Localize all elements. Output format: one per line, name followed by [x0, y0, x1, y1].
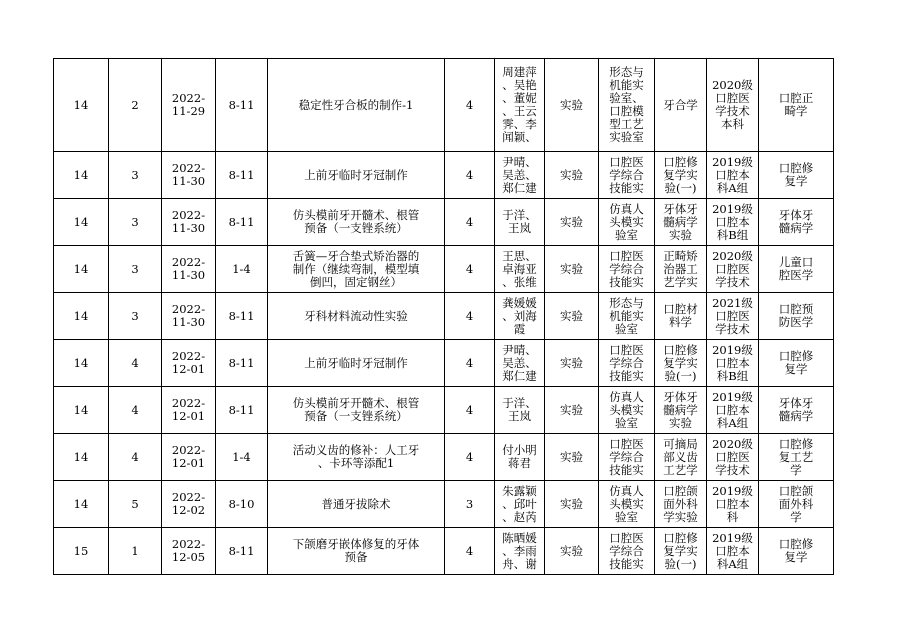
- teachers-cell: [495, 293, 545, 340]
- course-cell-text: 口腔修 复学实 验(一): [663, 342, 698, 383]
- dept-cell: [759, 387, 834, 434]
- lab-cell: [599, 434, 655, 481]
- content-cell-text: 上前牙临时牙冠制作: [304, 167, 408, 182]
- date-cell: [162, 293, 216, 340]
- type-cell: [545, 340, 599, 387]
- class-cell: [707, 387, 759, 434]
- lab-cell: [599, 152, 655, 199]
- course-cell: [655, 199, 707, 246]
- week-cell: [54, 340, 109, 387]
- class-cell-text: 2019级 口腔本 科B组: [712, 342, 753, 383]
- course-cell: [655, 152, 707, 199]
- type-cell-text: 实验: [560, 261, 583, 276]
- hours-cell: [445, 528, 495, 575]
- day-cell: [109, 340, 162, 387]
- teachers-cell-text: 陈晒媛 、李雨 舟、谢: [502, 530, 537, 571]
- periods-cell: [216, 59, 268, 152]
- content-cell-text: 稳定性牙合板的制作-1: [298, 97, 414, 112]
- hours-cell-text: 4: [465, 308, 474, 323]
- class-cell: [707, 528, 759, 575]
- hours-cell-text: 4: [465, 214, 474, 229]
- teachers-cell-text: 付小明 蒋君: [502, 443, 537, 470]
- dept-cell-text: 口腔修 复工艺 学: [778, 436, 814, 477]
- type-cell-text: 实验: [560, 214, 583, 229]
- dept-cell-text: 儿童口 腔医学: [778, 255, 814, 282]
- content-cell: [268, 387, 445, 434]
- course-cell-text: 牙体牙 髓病学 实验: [663, 201, 698, 242]
- course-cell: [655, 59, 707, 152]
- type-cell-text: 实验: [560, 97, 583, 112]
- lab-cell-text: 形态与 机能实 验室: [609, 295, 644, 336]
- table-row: [54, 59, 834, 152]
- course-cell-text: 口腔材 料学: [663, 302, 698, 329]
- date-cell: [162, 152, 216, 199]
- class-cell-text: 2019级 口腔本 科B组: [712, 201, 753, 242]
- date-cell-text: 2022- 11-30: [171, 302, 206, 329]
- week-cell-text: 14: [73, 167, 89, 182]
- periods-cell-text: 8-11: [228, 402, 255, 417]
- date-cell-text: 2022- 11-30: [171, 161, 206, 188]
- dept-cell-text: 口腔修 复学: [778, 537, 814, 564]
- dept-cell: [759, 152, 834, 199]
- periods-cell-text: 8-11: [228, 97, 255, 112]
- date-cell: [162, 434, 216, 481]
- content-cell-text: 普通牙拔除术: [321, 496, 391, 511]
- teachers-cell: [495, 387, 545, 434]
- type-cell-text: 实验: [560, 496, 583, 511]
- week-cell-text: 14: [73, 402, 89, 417]
- class-cell-text: 2021级 口腔医 学技术: [712, 295, 753, 336]
- hours-cell: [445, 434, 495, 481]
- type-cell: [545, 293, 599, 340]
- date-cell-text: 2022- 11-30: [171, 255, 206, 282]
- dept-cell: [759, 528, 834, 575]
- lab-cell-text: 口腔医 学综合 技能实: [609, 154, 644, 195]
- type-cell-text: 实验: [560, 402, 583, 417]
- content-cell-text: 下颌磨牙嵌体修复的牙体 预备: [292, 537, 420, 564]
- day-cell: [109, 481, 162, 528]
- hours-cell-text: 3: [465, 496, 474, 511]
- dept-cell-text: 口腔正 畸学: [778, 91, 814, 118]
- course-cell: [655, 481, 707, 528]
- type-cell: [545, 387, 599, 434]
- hours-cell: [445, 340, 495, 387]
- content-cell: [268, 528, 445, 575]
- teachers-cell: [495, 199, 545, 246]
- periods-cell: [216, 293, 268, 340]
- course-cell: [655, 293, 707, 340]
- day-cell: [109, 246, 162, 293]
- day-cell-text: 2: [131, 97, 139, 112]
- class-cell-text: 2020级 口腔医 学技术: [712, 248, 753, 289]
- lab-cell: [599, 481, 655, 528]
- teachers-cell-text: 于洋、 王岚: [502, 208, 537, 235]
- type-cell: [545, 246, 599, 293]
- lab-cell-text: 口腔医 学综合 技能实: [609, 248, 644, 289]
- lab-cell: [599, 246, 655, 293]
- hours-cell: [445, 199, 495, 246]
- dept-cell-text: 牙体牙 髓病学: [778, 396, 814, 423]
- hours-cell: [445, 481, 495, 528]
- day-cell-text: 5: [131, 496, 139, 511]
- teachers-cell-text: 尹晴、 吴恙、 郑仁建: [502, 154, 537, 195]
- periods-cell: [216, 199, 268, 246]
- week-cell: [54, 434, 109, 481]
- periods-cell: [216, 340, 268, 387]
- periods-cell: [216, 246, 268, 293]
- table-row: [54, 293, 834, 340]
- teachers-cell: [495, 340, 545, 387]
- day-cell: [109, 59, 162, 152]
- content-cell-text: 舌簧—牙合垫式矫治器的 制作（继续弯制，模型填 倒凹，固定钢丝）: [292, 248, 420, 289]
- periods-cell: [216, 481, 268, 528]
- hours-cell: [445, 293, 495, 340]
- dept-cell: [759, 246, 834, 293]
- hours-cell-text: 4: [465, 261, 474, 276]
- dept-cell-text: 口腔预 防医学: [778, 302, 814, 329]
- hours-cell-text: 4: [465, 402, 474, 417]
- teachers-cell: [495, 59, 545, 152]
- day-cell-text: 4: [131, 449, 139, 464]
- table-row: [54, 528, 834, 575]
- hours-cell-text: 4: [465, 449, 474, 464]
- week-cell: [54, 246, 109, 293]
- hours-cell-text: 4: [465, 167, 474, 182]
- dept-cell-text: 牙体牙 髓病学: [778, 208, 814, 235]
- date-cell-text: 2022- 12-05: [171, 537, 206, 564]
- day-cell-text: 3: [131, 214, 139, 229]
- content-cell: [268, 152, 445, 199]
- dept-cell: [759, 59, 834, 152]
- week-cell: [54, 387, 109, 434]
- date-cell: [162, 340, 216, 387]
- course-cell: [655, 528, 707, 575]
- day-cell: [109, 152, 162, 199]
- day-cell: [109, 528, 162, 575]
- class-cell-text: 2019级 口腔本 科: [712, 483, 753, 524]
- week-cell: [54, 199, 109, 246]
- dept-cell: [759, 434, 834, 481]
- class-cell: [707, 481, 759, 528]
- lab-cell-text: 仿真人 头模实 验室: [609, 483, 644, 524]
- day-cell: [109, 434, 162, 481]
- class-cell: [707, 434, 759, 481]
- date-cell-text: 2022- 12-01: [171, 396, 206, 423]
- type-cell-text: 实验: [560, 355, 583, 370]
- date-cell: [162, 387, 216, 434]
- periods-cell: [216, 528, 268, 575]
- teachers-cell: [495, 528, 545, 575]
- class-cell-text: 2020级 口腔医 学技术 本科: [712, 78, 753, 131]
- table-row: [54, 434, 834, 481]
- type-cell: [545, 481, 599, 528]
- day-cell-text: 4: [131, 402, 139, 417]
- type-cell: [545, 434, 599, 481]
- type-cell: [545, 152, 599, 199]
- content-cell: [268, 293, 445, 340]
- lab-cell: [599, 293, 655, 340]
- date-cell: [162, 199, 216, 246]
- type-cell-text: 实验: [560, 543, 583, 558]
- course-cell: [655, 434, 707, 481]
- day-cell: [109, 199, 162, 246]
- date-cell-text: 2022- 11-30: [171, 208, 206, 235]
- week-cell-text: 14: [73, 496, 89, 511]
- periods-cell-text: 8-11: [228, 167, 255, 182]
- day-cell-text: 1: [131, 543, 139, 558]
- class-cell: [707, 59, 759, 152]
- type-cell-text: 实验: [560, 449, 583, 464]
- class-cell-text: 2019级 口腔本 科A组: [712, 154, 753, 195]
- class-cell-text: 2020级 口腔医 学技术: [712, 436, 753, 477]
- teachers-cell-text: 王思、 卓海亚 、张维: [502, 248, 537, 289]
- dept-cell: [759, 340, 834, 387]
- week-cell-text: 14: [73, 449, 89, 464]
- course-cell-text: 可摘局 部义齿 工艺学: [663, 436, 698, 477]
- course-cell-text: 正畸矫 治器工 艺学实: [663, 248, 698, 289]
- lab-cell: [599, 528, 655, 575]
- class-cell-text: 2019级 口腔本 科A组: [712, 389, 753, 430]
- teachers-cell-text: 朱露颖 、邱叶 、赵芮: [502, 483, 537, 524]
- content-cell-text: 仿头模前牙开髓术、根管 预备（一支锉系统）: [292, 208, 420, 235]
- hours-cell: [445, 152, 495, 199]
- lab-cell-text: 仿真人 头模实 验室: [609, 389, 644, 430]
- week-cell: [54, 293, 109, 340]
- periods-cell-text: 8-10: [228, 496, 255, 511]
- week-cell-text: 14: [73, 261, 89, 276]
- lab-cell-text: 仿真人 头模实 验室: [609, 201, 644, 242]
- class-cell: [707, 293, 759, 340]
- lab-cell-text: 形态与 机能实 验室、 口腔模 型工艺 实验室: [609, 65, 644, 144]
- periods-cell: [216, 387, 268, 434]
- content-cell-text: 仿头模前牙开髓术、根管 预备（一支锉系统）: [292, 396, 420, 423]
- course-cell: [655, 246, 707, 293]
- date-cell: [162, 528, 216, 575]
- day-cell: [109, 293, 162, 340]
- date-cell: [162, 481, 216, 528]
- day-cell: [109, 387, 162, 434]
- week-cell: [54, 528, 109, 575]
- lab-cell-text: 口腔医 学综合 技能实: [609, 436, 644, 477]
- day-cell-text: 3: [131, 167, 139, 182]
- lab-cell: [599, 59, 655, 152]
- lab-cell: [599, 199, 655, 246]
- teachers-cell-text: 于洋、 王岚: [502, 396, 537, 423]
- dept-cell-text: 口腔修 复学: [778, 161, 814, 188]
- table-row: [54, 246, 834, 293]
- table-row: [54, 387, 834, 434]
- class-cell: [707, 152, 759, 199]
- teachers-cell: [495, 152, 545, 199]
- content-cell-text: 活动义齿的修补：人工牙 、卡环等添配1: [292, 443, 420, 470]
- dept-cell-text: 口腔修 复学: [778, 349, 814, 376]
- date-cell-text: 2022- 11-29: [171, 91, 206, 118]
- hours-cell-text: 4: [465, 543, 474, 558]
- course-cell-text: 牙合学: [663, 97, 698, 112]
- content-cell: [268, 246, 445, 293]
- course-cell-text: 口腔修 复学实 验(一): [663, 530, 698, 571]
- teachers-cell-text: 龚媛媛 、刘海 霞: [502, 295, 537, 336]
- date-cell-text: 2022- 12-01: [171, 349, 206, 376]
- table-row: [54, 152, 834, 199]
- dept-cell: [759, 199, 834, 246]
- type-cell: [545, 528, 599, 575]
- hours-cell: [445, 246, 495, 293]
- type-cell-text: 实验: [560, 167, 583, 182]
- periods-cell-text: 1-4: [232, 449, 251, 464]
- date-cell: [162, 59, 216, 152]
- periods-cell-text: 8-11: [228, 214, 255, 229]
- week-cell-text: 15: [73, 543, 89, 558]
- week-cell: [54, 481, 109, 528]
- table-row: [54, 340, 834, 387]
- week-cell-text: 14: [73, 214, 89, 229]
- periods-cell-text: 8-11: [228, 543, 255, 558]
- class-cell-text: 2019级 口腔本 科A组: [712, 530, 753, 571]
- content-cell: [268, 59, 445, 152]
- schedule-table: [53, 58, 834, 575]
- dept-cell: [759, 481, 834, 528]
- table-row: [54, 199, 834, 246]
- hours-cell: [445, 59, 495, 152]
- teachers-cell-text: 周建萍 、吴艳 、董妮 、王云 霁、李 闻颖、: [502, 65, 537, 144]
- course-cell: [655, 340, 707, 387]
- week-cell-text: 14: [73, 355, 89, 370]
- teachers-cell: [495, 481, 545, 528]
- periods-cell-text: 8-11: [228, 308, 255, 323]
- hours-cell-text: 4: [465, 355, 474, 370]
- periods-cell-text: 8-11: [228, 355, 255, 370]
- week-cell-text: 14: [73, 308, 89, 323]
- type-cell-text: 实验: [560, 308, 583, 323]
- day-cell-text: 4: [131, 355, 139, 370]
- course-cell: [655, 387, 707, 434]
- day-cell-text: 3: [131, 308, 139, 323]
- content-cell: [268, 481, 445, 528]
- table-row: [54, 481, 834, 528]
- periods-cell-text: 1-4: [232, 261, 251, 276]
- date-cell: [162, 246, 216, 293]
- dept-cell: [759, 293, 834, 340]
- type-cell: [545, 199, 599, 246]
- content-cell-text: 上前牙临时牙冠制作: [304, 355, 408, 370]
- periods-cell: [216, 434, 268, 481]
- dept-cell-text: 口腔颌 面外科 学: [778, 483, 814, 524]
- class-cell: [707, 246, 759, 293]
- content-cell: [268, 434, 445, 481]
- content-cell: [268, 340, 445, 387]
- class-cell: [707, 340, 759, 387]
- class-cell: [707, 199, 759, 246]
- week-cell: [54, 59, 109, 152]
- content-cell: [268, 199, 445, 246]
- content-cell-text: 牙科材料流动性实验: [304, 308, 408, 323]
- date-cell-text: 2022- 12-01: [171, 443, 206, 470]
- course-cell-text: 口腔颌 面外科 学实验: [663, 483, 698, 524]
- teachers-cell-text: 尹晴、 吴恙、 郑仁建: [502, 342, 537, 383]
- teachers-cell: [495, 246, 545, 293]
- periods-cell: [216, 152, 268, 199]
- day-cell-text: 3: [131, 261, 139, 276]
- lab-cell-text: 口腔医 学综合 技能实: [609, 342, 644, 383]
- type-cell: [545, 59, 599, 152]
- week-cell: [54, 152, 109, 199]
- week-cell-text: 14: [73, 97, 89, 112]
- lab-cell: [599, 340, 655, 387]
- hours-cell: [445, 387, 495, 434]
- lab-cell: [599, 387, 655, 434]
- course-cell-text: 口腔修 复学实 验(一): [663, 154, 698, 195]
- date-cell-text: 2022- 12-02: [171, 490, 206, 517]
- teachers-cell: [495, 434, 545, 481]
- hours-cell-text: 4: [465, 97, 474, 112]
- lab-cell-text: 口腔医 学综合 技能实: [609, 530, 644, 571]
- course-cell-text: 牙体牙 髓病学 实验: [663, 389, 698, 430]
